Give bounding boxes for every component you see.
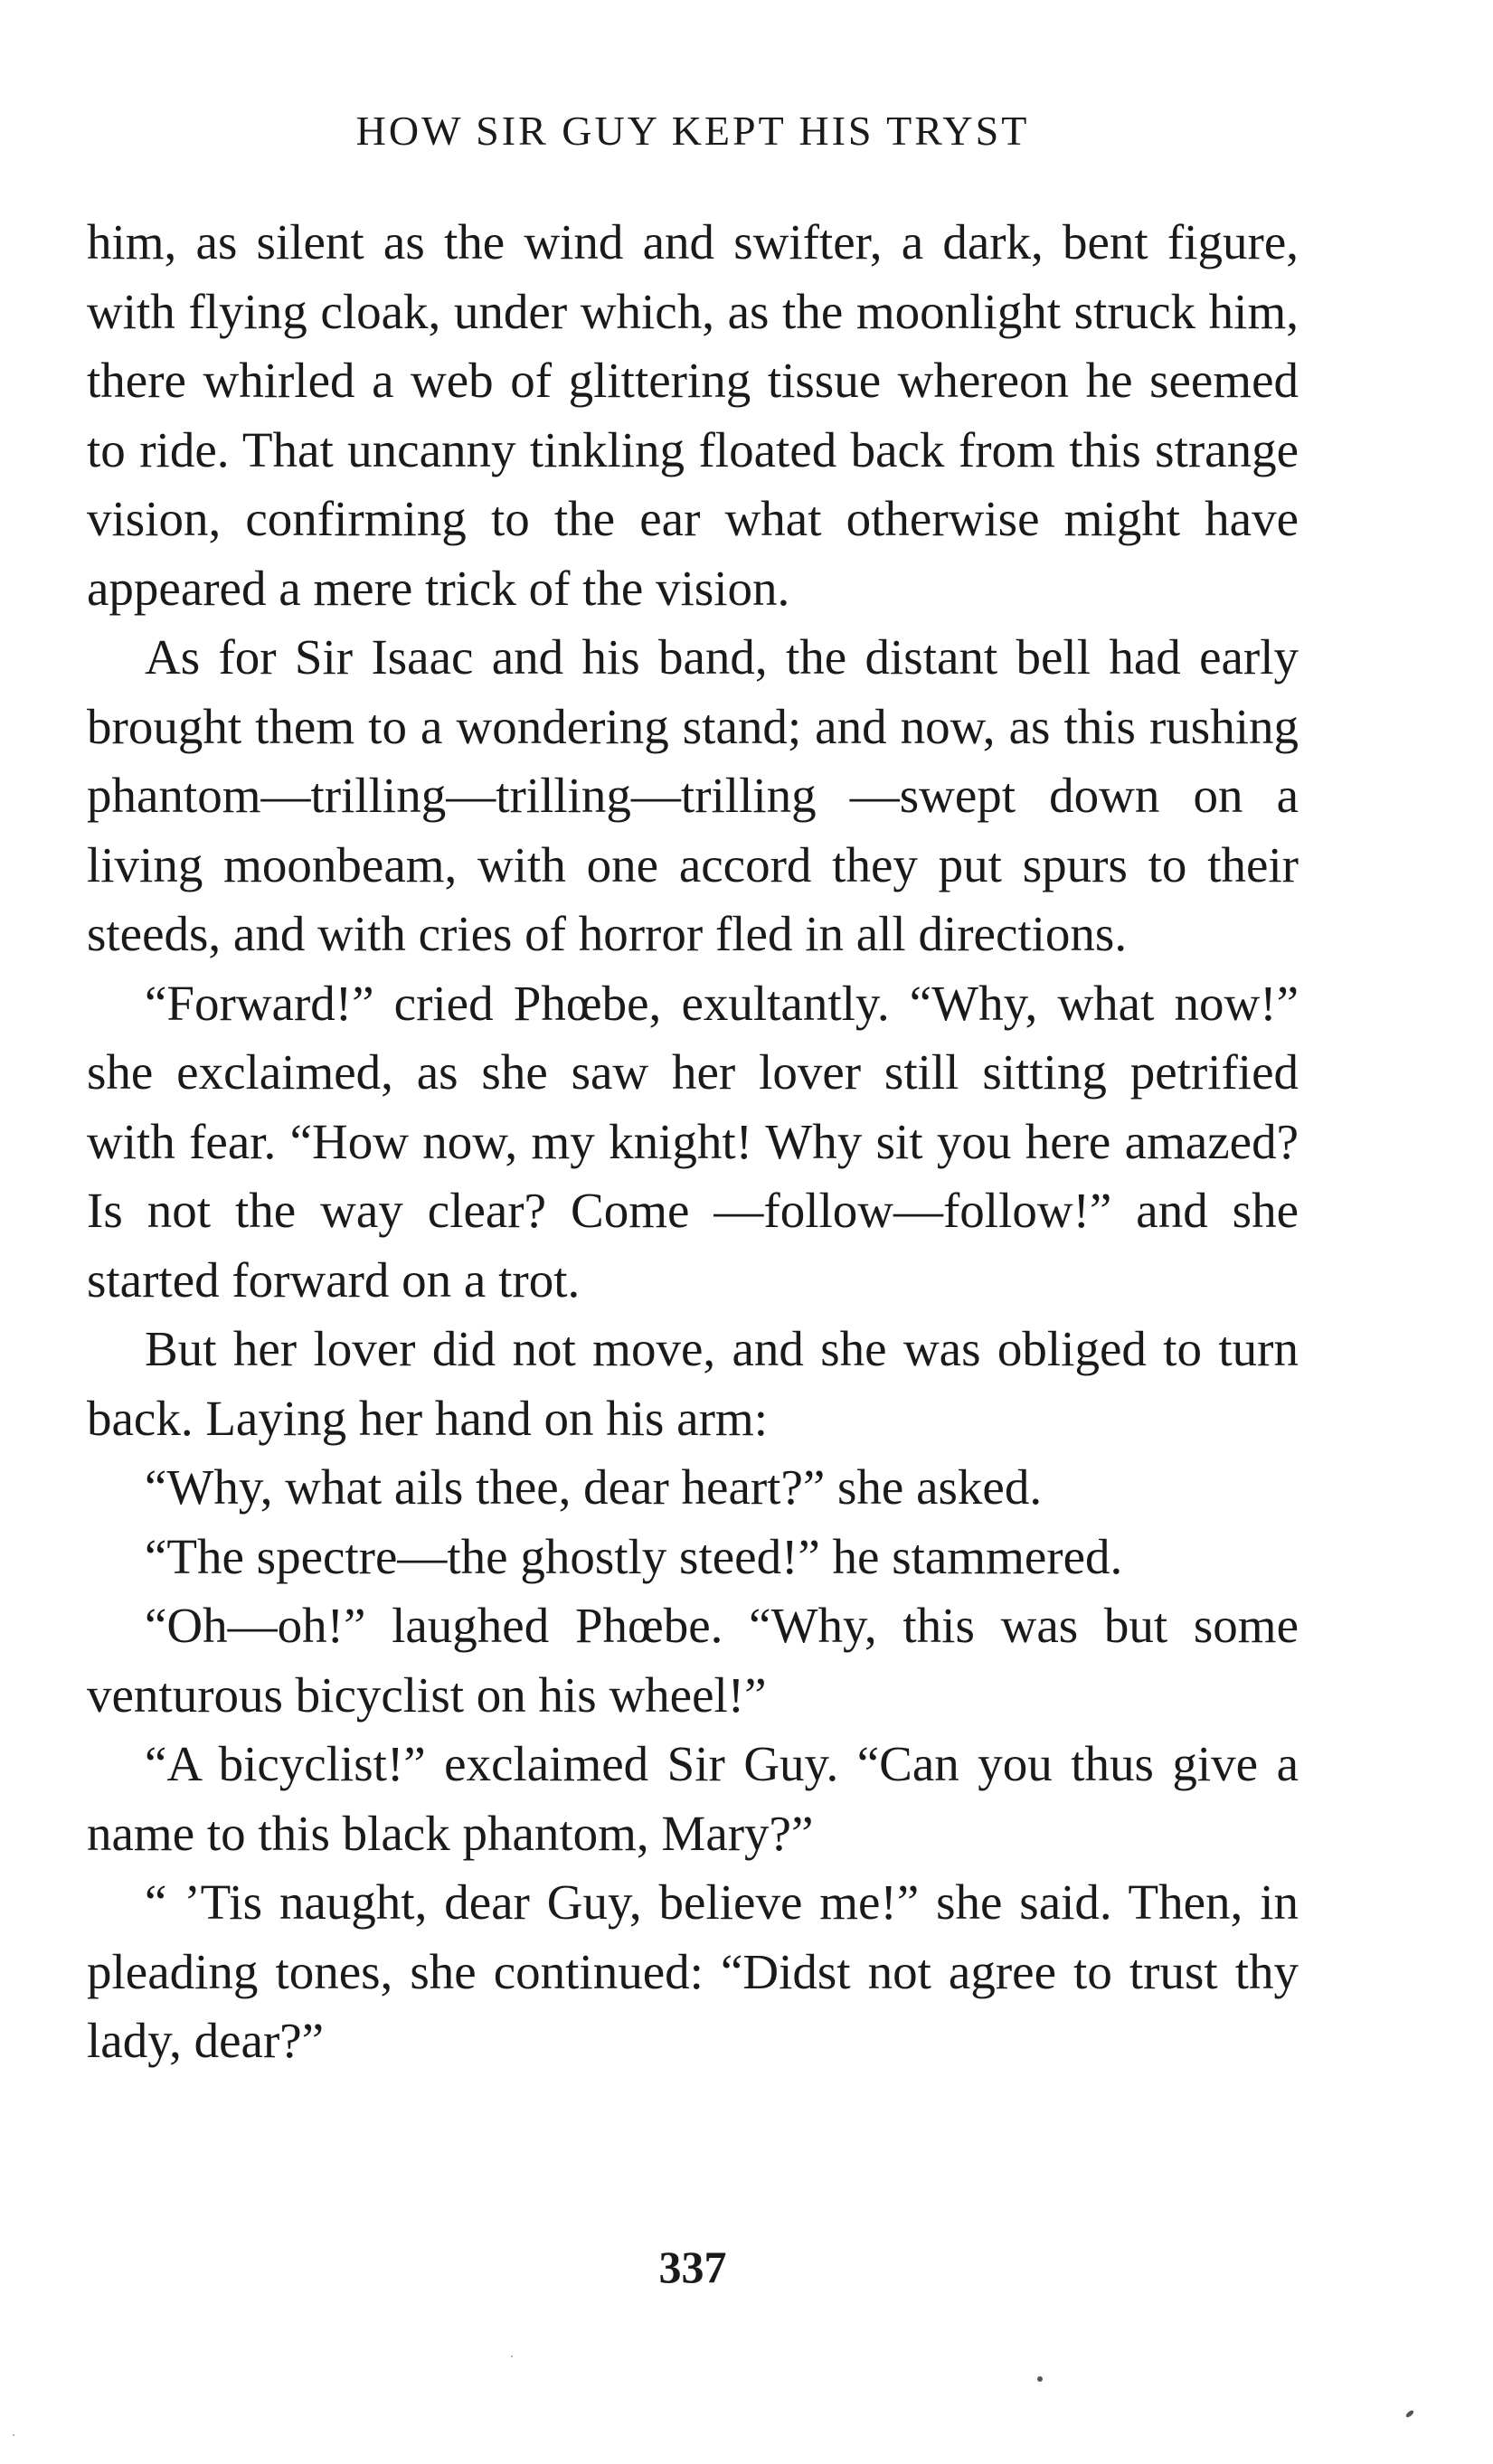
paragraph: “Forward!” cried Phœbe, exultantly. “Why, what now!” she exclaimed, as she saw her lover still sitting petrified with fear. “How now, my knight! Why sit you here amazed? Is not the way clear? Come —follow—follow!” and she started forward on a trot. [87,975,1299,1308]
ink-speck [13,2434,14,2436]
paragraph: “The spectre—the ghostly steed!” he stammered. [145,1528,1123,1584]
ink-speck [1405,2409,1415,2418]
paragraph: “ ’Tis naught, dear Guy, believe me!” she said. Then, in pleading tones, she continued: “Didst not agree to trust thy lady, dear?” [87,1874,1299,2068]
paragraph: “A bicyclist!” exclaimed Sir Guy. “Can you thus give a name to this black phantom, Mary?” [87,1736,1299,1861]
paragraph: “Oh—oh!” laughed Phœbe. “Why, this was but some venturous bicyclist on his wheel!” [87,1598,1299,1723]
ink-speck [511,2355,513,2357]
page-number: 337 [658,2242,727,2292]
running-head: HOW SIR GUY KEPT HIS TRYST [355,108,1030,154]
paragraph: As for Sir Isaac and his band, the distant bell had early brought them to a wondering stand; and now, as this rushing phantom—trilling—trilling—trilling —swept down on a living moonbeam, with one accord they put spurs to their steeds, and with cries of horror fled in all directions. [87,629,1299,961]
paragraph: “Why, what ails thee, dear heart?” she asked. [145,1459,1043,1515]
body-text [87,208,1299,2076]
paragraph-continuation: him, as silent as the wind and swifter, a dark, bent figure, with flying cloak, under which, as the moonlight struck him, there whirled a web of glittering tissue whereon he seemed to ride. That uncanny tinkling floated back from this strange vision, confirming to the ear what otherwise might have appeared a mere trick of the vision. [87,214,1299,616]
ink-speck [1037,2376,1043,2382]
paragraph: But her lover did not move, and she was obliged to turn back. Laying her hand on his arm: [87,1321,1299,1446]
